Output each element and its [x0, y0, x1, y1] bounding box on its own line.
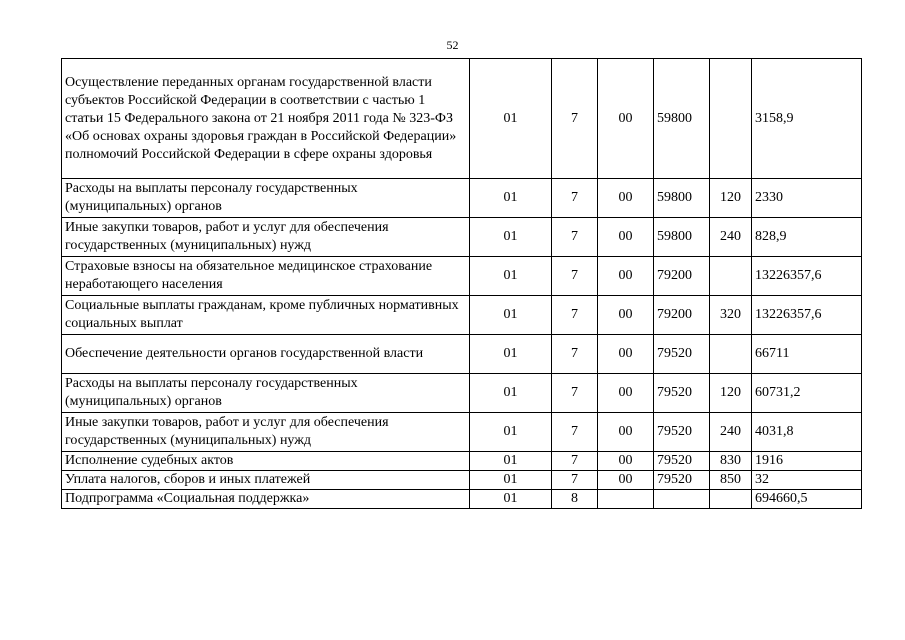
code-cell: 120	[710, 179, 752, 218]
table-row	[62, 471, 862, 490]
code-cell: 320	[710, 296, 752, 335]
table-row	[62, 296, 862, 335]
table-row	[62, 179, 862, 218]
row-name: Подпрограмма «Социальная поддержка»	[62, 490, 470, 509]
code-cell: 79520	[654, 452, 710, 471]
amount-cell: 1916	[752, 452, 862, 471]
code-cell: 850	[710, 471, 752, 490]
code-cell: 7	[552, 179, 598, 218]
code-cell: 8	[552, 490, 598, 509]
amount-cell: 60731,2	[752, 374, 862, 413]
code-cell: 79520	[654, 413, 710, 452]
row-name: Расходы на выплаты персоналу государственных (муниципальных) органов	[62, 374, 470, 413]
row-name: Осуществление переданных органам государственной власти субъектов Российской Федерации в соответствии с частью 1 статьи 15 Федерального закона от 21 ноября 2011 года № 323-ФЗ «Об основах охраны здоровья граждан в Российской Федерации» полномочий Российской Федерации в сфере охраны здоровья	[62, 59, 470, 179]
code-cell: 79520	[654, 335, 710, 374]
table-row	[62, 218, 862, 257]
code-cell: 7	[552, 413, 598, 452]
code-cell: 00	[598, 413, 654, 452]
code-cell: 00	[598, 452, 654, 471]
amount-cell: 13226357,6	[752, 257, 862, 296]
code-cell: 7	[552, 335, 598, 374]
code-cell: 7	[552, 374, 598, 413]
code-cell: 79520	[654, 471, 710, 490]
code-cell: 01	[470, 257, 552, 296]
code-cell: 240	[710, 413, 752, 452]
code-cell: 00	[598, 335, 654, 374]
row-name: Иные закупки товаров, работ и услуг для обеспечения государственных (муниципальных) нужд	[62, 218, 470, 257]
row-name: Обеспечение деятельности органов государственной власти	[62, 335, 470, 374]
code-cell: 59800	[654, 218, 710, 257]
code-cell: 01	[470, 413, 552, 452]
code-cell: 7	[552, 296, 598, 335]
row-name: Уплата налогов, сборов и иных платежей	[62, 471, 470, 490]
code-cell: 7	[552, 257, 598, 296]
code-cell: 79200	[654, 257, 710, 296]
amount-cell: 2330	[752, 179, 862, 218]
row-name: Исполнение судебных актов	[62, 452, 470, 471]
row-name: Социальные выплаты гражданам, кроме публичных нормативных социальных выплат	[62, 296, 470, 335]
code-cell: 79520	[654, 374, 710, 413]
code-cell: 00	[598, 179, 654, 218]
code-cell: 01	[470, 59, 552, 179]
code-cell	[598, 490, 654, 509]
row-name: Страховые взносы на обязательное медицинское страхование неработающего населения	[62, 257, 470, 296]
code-cell: 240	[710, 218, 752, 257]
code-cell: 120	[710, 374, 752, 413]
code-cell: 7	[552, 218, 598, 257]
code-cell: 7	[552, 471, 598, 490]
table-row	[62, 452, 862, 471]
code-cell: 01	[470, 471, 552, 490]
code-cell: 01	[470, 374, 552, 413]
amount-cell: 13226357,6	[752, 296, 862, 335]
amount-cell: 4031,8	[752, 413, 862, 452]
code-cell	[654, 490, 710, 509]
code-cell: 00	[598, 296, 654, 335]
row-name: Иные закупки товаров, работ и услуг для обеспечения государственных (муниципальных) нужд	[62, 413, 470, 452]
code-cell	[710, 490, 752, 509]
code-cell: 59800	[654, 59, 710, 179]
amount-cell: 3158,9	[752, 59, 862, 179]
code-cell: 830	[710, 452, 752, 471]
table-row	[62, 59, 862, 179]
table-row	[62, 335, 862, 374]
row-name: Расходы на выплаты персоналу государственных (муниципальных) органов	[62, 179, 470, 218]
code-cell: 59800	[654, 179, 710, 218]
table-row	[62, 413, 862, 452]
code-cell: 00	[598, 374, 654, 413]
amount-cell: 694660,5	[752, 490, 862, 509]
code-cell	[710, 59, 752, 179]
code-cell: 00	[598, 59, 654, 179]
table-row	[62, 257, 862, 296]
amount-cell: 828,9	[752, 218, 862, 257]
code-cell: 7	[552, 452, 598, 471]
code-cell: 7	[552, 59, 598, 179]
table-row	[62, 374, 862, 413]
code-cell: 01	[470, 179, 552, 218]
code-cell: 00	[598, 218, 654, 257]
code-cell: 79200	[654, 296, 710, 335]
table-row	[62, 490, 862, 509]
code-cell: 01	[470, 490, 552, 509]
amount-cell: 32	[752, 471, 862, 490]
code-cell: 01	[470, 218, 552, 257]
code-cell: 00	[598, 471, 654, 490]
page-number: 52	[446, 38, 459, 52]
code-cell: 01	[470, 335, 552, 374]
code-cell	[710, 257, 752, 296]
code-cell: 01	[470, 452, 552, 471]
code-cell: 00	[598, 257, 654, 296]
amount-cell: 66711	[752, 335, 862, 374]
budget-table	[61, 58, 862, 509]
code-cell	[710, 335, 752, 374]
code-cell: 01	[470, 296, 552, 335]
